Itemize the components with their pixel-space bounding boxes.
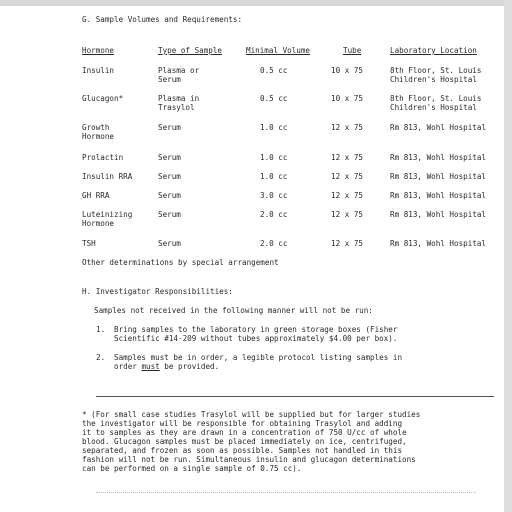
col-header-location: Laboratory Location [390,46,477,55]
item-2-post: be provided. [159,362,220,371]
cell-sample: Serum [158,172,181,181]
cell-tube: 12 x 75 [331,210,364,219]
cell-sample: Serum [158,153,181,162]
cell-tube: 12 x 75 [331,239,364,248]
section-h-heading: H. Investigator Responsibilities: [82,287,233,296]
cell-volume: 0.5 cc [260,66,288,75]
section-g-heading: G. Sample Volumes and Requirements: [82,15,243,24]
section-h-intro: Samples not received in the following manner will not be run: [94,306,373,315]
other-determinations-note: Other determinations by special arrangement [82,258,279,267]
cell-tube: 12 x 75 [331,153,364,162]
cell-tube: 10 x 75 [331,94,364,103]
cell-volume: 0.5 cc [260,94,288,103]
cell-volume: 3.0 cc [260,191,288,200]
cell-location: Rm 813, Wohl Hospital [390,210,487,219]
cell-sample: Serum [158,239,181,248]
scan-edge-top [0,0,512,6]
footnote-line: fashion will not be run. Simultaneous insulin and glucagon determinations [82,455,416,464]
cell-location: Rm 813, Wohl Hospital [390,239,487,248]
cell-sample: Serum [158,210,181,219]
scan-edge-right [504,0,512,512]
cell-location: Rm 813, Wohl Hospital [390,123,487,132]
scan-artifact-dots [96,492,476,493]
item-1-line: Bring samples to the laboratory in green storage boxes (Fisher [114,325,398,334]
cell-hormone: Hormone [82,219,115,228]
cell-sample: Serum [158,123,181,132]
col-header-hormone: Hormone [82,46,115,55]
cell-tube: 12 x 75 [331,172,364,181]
item-1-line: Scientific #14-209 without tubes approximately $4.00 per box). [114,334,398,343]
col-header-sample: Type of Sample [158,46,223,55]
cell-location: Rm 813, Wohl Hospital [390,172,487,181]
cell-location: Rm 813, Wohl Hospital [390,191,487,200]
col-header-volume: Minimal Volume [246,46,311,55]
cell-sample: Trasylol [158,103,195,112]
item-2-number: 2. [96,353,106,362]
cell-location: Rm 813, Wohl Hospital [390,153,487,162]
item-2-must-emphasis: must [141,362,160,371]
footnote-line: can be performed on a single sample of 0.75 cc). [82,464,302,473]
footnote-line: the investigator will be responsible for obtaining Trasylol and adding [82,419,403,428]
cell-tube: 10 x 75 [331,66,364,75]
cell-tube: 12 x 75 [331,123,364,132]
footnote-line: * (For small case studies Trasylol will be supplied but for larger studies [82,410,421,419]
cell-hormone: Glucagon* [82,94,124,103]
footnote-line: blood. Glucagon samples must be placed immediately on ice, centrifuged, [82,437,407,446]
cell-hormone: Hormone [82,132,115,141]
cell-sample: Serum [158,191,181,200]
footnote-divider [96,396,494,397]
item-1-number: 1. [96,325,106,334]
footnote-line: it to samples as they are drawn in a concentration of 750 U/cc of whole [82,428,407,437]
cell-hormone: Growth [82,123,110,132]
cell-location: 8th Floor, St. Louis [390,94,482,103]
cell-location: Children's Hospital [390,75,477,84]
cell-volume: 2.0 cc [260,210,288,219]
cell-hormone: Prolactin [82,153,124,162]
cell-hormone: GH RRA [82,191,110,200]
col-header-tube: Tube [343,46,362,55]
cell-tube: 12 x 75 [331,191,364,200]
cell-hormone: TSH [82,239,96,248]
cell-location: Children's Hospital [390,103,477,112]
cell-volume: 2.0 cc [260,239,288,248]
cell-sample: Serum [158,75,181,84]
cell-location: 8th Floor, St. Louis [390,66,482,75]
cell-volume: 1.0 cc [260,153,288,162]
cell-hormone: Insulin [82,66,115,75]
item-2-pre: order [114,362,142,371]
item-2-line: Samples must be in order, a legible protocol listing samples in [114,353,403,362]
cell-sample: Plasma in [158,94,200,103]
cell-hormone: Insulin RRA [82,172,133,181]
cell-sample: Plasma or [158,66,200,75]
footnote-line: separated, and frozen as soon as possible. Samples not handled in this [82,446,403,455]
item-2-line [114,362,219,372]
cell-volume: 1.0 cc [260,172,288,181]
cell-hormone: Luteinizing [82,210,133,219]
cell-volume: 1.0 cc [260,123,288,132]
